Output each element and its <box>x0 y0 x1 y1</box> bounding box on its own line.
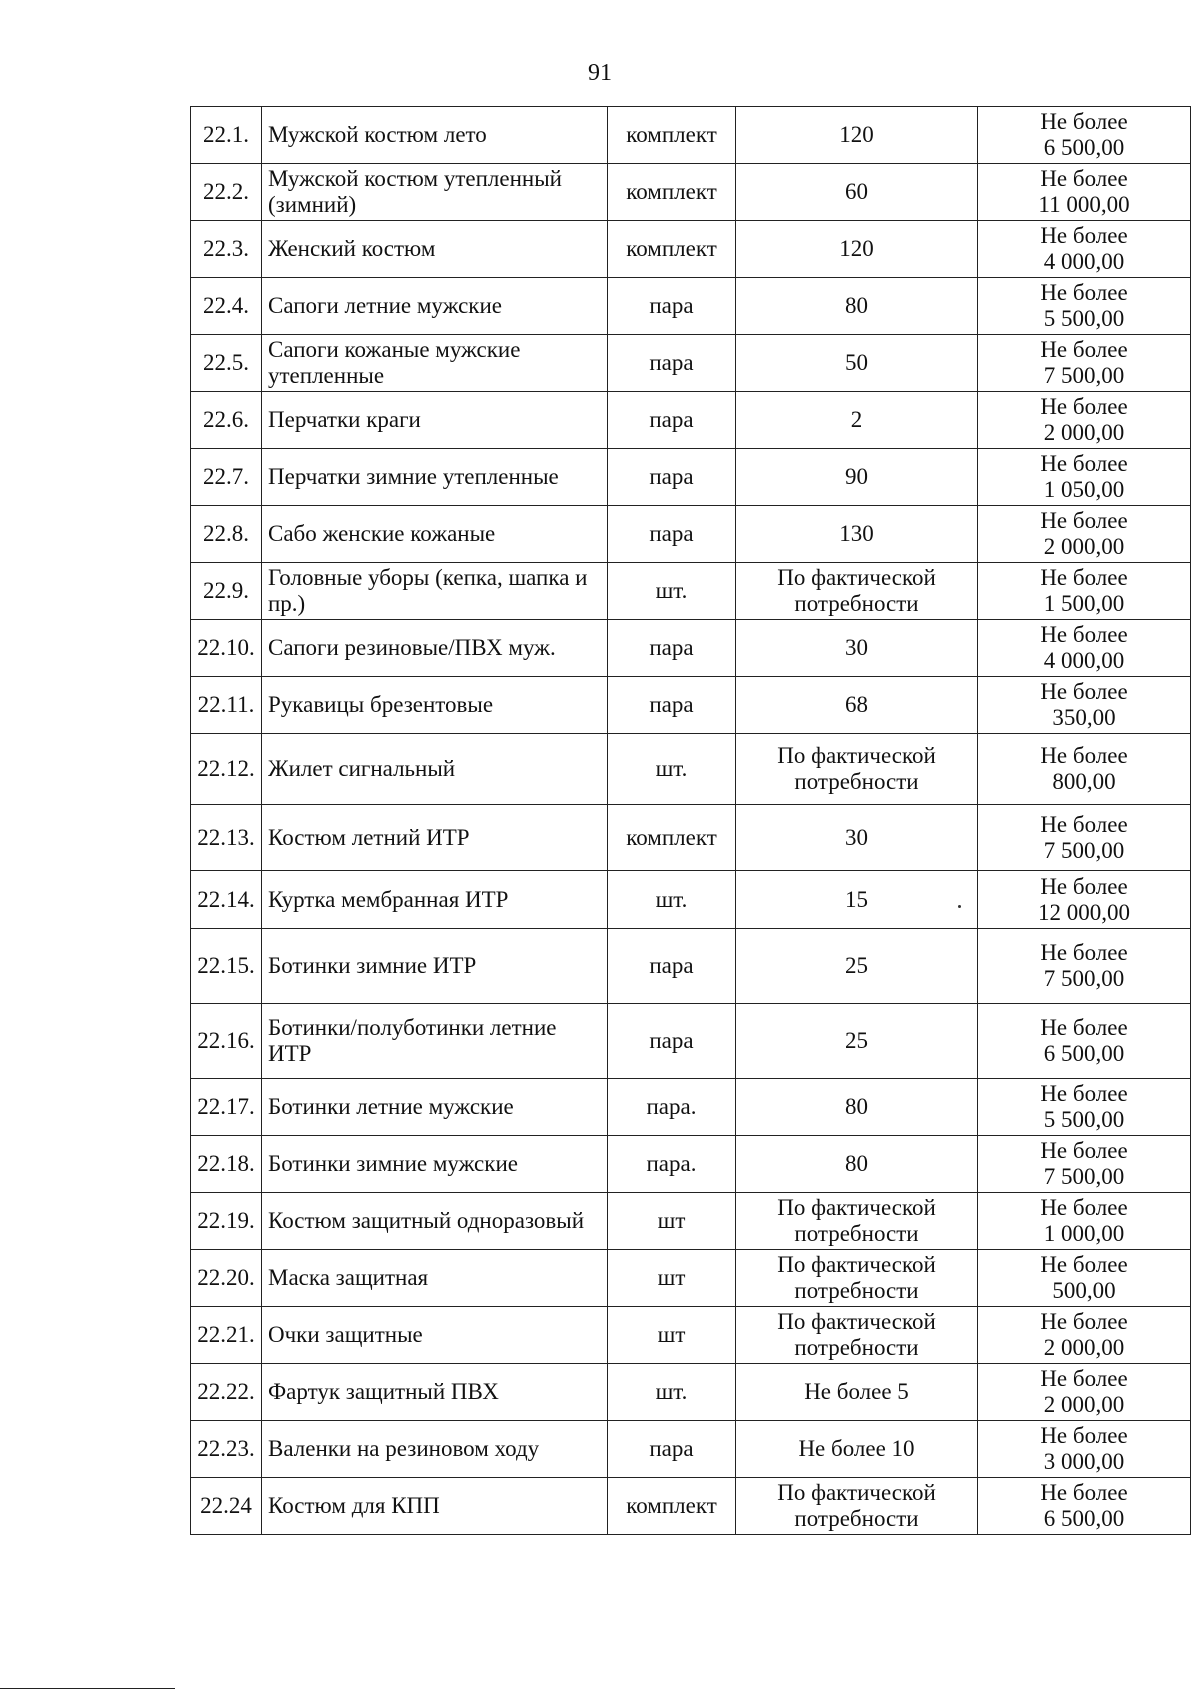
row-number: 22.19. <box>191 1193 262 1250</box>
item-quantity: 60 <box>736 164 978 221</box>
item-unit: пара <box>608 620 736 677</box>
item-quantity: По фактической потребности <box>736 1250 978 1307</box>
price-label: Не более <box>1040 1366 1128 1392</box>
price-label: Не более <box>1040 940 1128 966</box>
price-value: 2 000,00 <box>1043 1335 1125 1360</box>
table-row <box>191 1136 1191 1193</box>
item-quantity: По фактической потребности <box>736 734 978 805</box>
row-number: 22.10. <box>191 620 262 677</box>
item-quantity: 25 <box>736 929 978 1004</box>
item-unit: шт <box>608 1307 736 1364</box>
row-number: 22.7. <box>191 449 262 506</box>
item-unit: шт. <box>608 563 736 620</box>
item-unit: пара. <box>608 1136 736 1193</box>
item-price <box>978 734 1191 805</box>
price-label: Не более <box>1040 1081 1128 1107</box>
item-quantity: 130 <box>736 506 978 563</box>
item-name: Очки защитные <box>262 1307 608 1364</box>
price-label: Не более <box>1040 743 1128 769</box>
item-price <box>978 563 1191 620</box>
row-number: 22.22. <box>191 1364 262 1421</box>
price-label: Не более <box>1040 622 1128 648</box>
item-unit: шт. <box>608 871 736 929</box>
item-name: Мужской костюм утепленный (зимний) <box>262 164 608 221</box>
item-unit: пара <box>608 449 736 506</box>
item-quantity: 80 <box>736 1079 978 1136</box>
item-unit: комплект <box>608 221 736 278</box>
item-unit: пара <box>608 1421 736 1478</box>
row-number: 22.24 <box>191 1478 262 1535</box>
scan-speck <box>958 905 961 908</box>
row-number: 22.4. <box>191 278 262 335</box>
item-price <box>978 107 1191 164</box>
item-quantity: По фактической потребности <box>736 563 978 620</box>
row-number: 22.2. <box>191 164 262 221</box>
row-number: 22.23. <box>191 1421 262 1478</box>
item-unit: шт <box>608 1193 736 1250</box>
price-label: Не более <box>1040 1015 1128 1041</box>
item-unit: пара <box>608 929 736 1004</box>
item-name: Головные уборы (кепка, шапка и пр.) <box>262 563 608 620</box>
table-row <box>191 563 1191 620</box>
price-value: 4 000,00 <box>1043 249 1125 274</box>
item-name: Перчатки зимние утепленные <box>262 449 608 506</box>
price-value: 5 500,00 <box>1043 306 1125 331</box>
item-name: Ботинки зимние мужские <box>262 1136 608 1193</box>
item-name: Женский костюм <box>262 221 608 278</box>
price-value: 3 000,00 <box>1043 1449 1125 1474</box>
item-unit: шт. <box>608 734 736 805</box>
item-quantity: По фактической потребности <box>736 1193 978 1250</box>
item-name: Костюм защитный одноразовый <box>262 1193 608 1250</box>
item-unit: пара <box>608 335 736 392</box>
table-row <box>191 164 1191 221</box>
row-number: 22.21. <box>191 1307 262 1364</box>
item-unit: комплект <box>608 805 736 871</box>
item-quantity: По фактической потребности <box>736 1307 978 1364</box>
price-value: 7 500,00 <box>1043 363 1125 388</box>
price-label: Не более <box>1040 166 1128 192</box>
page-number: 91 <box>588 60 612 86</box>
price-label: Не более <box>1040 508 1128 534</box>
price-label: Не более <box>1040 811 1128 837</box>
price-label: Не более <box>1040 109 1128 135</box>
item-name: Сабо женские кожаные <box>262 506 608 563</box>
item-unit: комплект <box>608 164 736 221</box>
row-number: 22.3. <box>191 221 262 278</box>
row-number: 22.14. <box>191 871 262 929</box>
price-label: Не более <box>1040 565 1128 591</box>
item-name: Перчатки краги <box>262 392 608 449</box>
row-number: 22.12. <box>191 734 262 805</box>
table-row <box>191 1193 1191 1250</box>
price-value: 2 000,00 <box>1043 1392 1125 1417</box>
item-price <box>978 1079 1191 1136</box>
price-value: 12 000,00 <box>1038 899 1130 925</box>
item-price <box>978 677 1191 734</box>
row-number: 22.15. <box>191 929 262 1004</box>
row-number: 22.6. <box>191 392 262 449</box>
item-name: Мужской костюм лето <box>262 107 608 164</box>
price-label: Не более <box>1040 1423 1128 1449</box>
item-name: Куртка мембранная ИТР <box>262 871 608 929</box>
item-price <box>978 164 1191 221</box>
item-name: Сапоги летние мужские <box>262 278 608 335</box>
item-price <box>978 1307 1191 1364</box>
item-price <box>978 1478 1191 1535</box>
item-name: Ботинки/полуботинки летние ИТР <box>262 1004 608 1079</box>
item-quantity: 80 <box>736 1136 978 1193</box>
table-row <box>191 107 1191 164</box>
item-price <box>978 392 1191 449</box>
item-price <box>978 221 1191 278</box>
item-unit: пара <box>608 677 736 734</box>
item-quantity: 120 <box>736 221 978 278</box>
price-value: 7 500,00 <box>1043 837 1125 863</box>
price-label: Не более <box>1040 1309 1128 1335</box>
item-quantity: 80 <box>736 278 978 335</box>
price-label: Не более <box>1040 394 1128 420</box>
price-label: Не более <box>1040 337 1128 363</box>
item-price <box>978 620 1191 677</box>
table-row <box>191 335 1191 392</box>
price-label: Не более <box>1040 451 1128 477</box>
price-label: Не более <box>1040 280 1128 306</box>
item-quantity: 50 <box>736 335 978 392</box>
items-table <box>190 106 1191 1535</box>
table-row <box>191 1079 1191 1136</box>
price-label: Не более <box>1040 1138 1128 1164</box>
table-row <box>191 1421 1191 1478</box>
item-quantity: 90 <box>736 449 978 506</box>
item-unit: пара. <box>608 1079 736 1136</box>
price-value: 1 500,00 <box>1043 591 1125 616</box>
row-number: 22.13. <box>191 805 262 871</box>
price-value: 6 500,00 <box>1043 1506 1125 1531</box>
price-value: 350,00 <box>1052 705 1116 730</box>
item-quantity: 2 <box>736 392 978 449</box>
table-row <box>191 1307 1191 1364</box>
item-price <box>978 805 1191 871</box>
item-quantity: 25 <box>736 1004 978 1079</box>
item-quantity: 15 <box>736 871 978 929</box>
item-price <box>978 278 1191 335</box>
table-row <box>191 392 1191 449</box>
item-name: Валенки на резиновом ходу <box>262 1421 608 1478</box>
price-label: Не более <box>1040 873 1128 899</box>
table-row <box>191 871 1191 929</box>
table-row <box>191 677 1191 734</box>
table-row <box>191 278 1191 335</box>
row-number: 22.17. <box>191 1079 262 1136</box>
item-price <box>978 1136 1191 1193</box>
item-name: Костюм для КПП <box>262 1478 608 1535</box>
table-row <box>191 1364 1191 1421</box>
item-name: Сапоги кожаные мужские утепленные <box>262 335 608 392</box>
row-number: 22.8. <box>191 506 262 563</box>
item-price <box>978 929 1191 1004</box>
item-unit: комплект <box>608 1478 736 1535</box>
item-name: Фартук защитный ПВХ <box>262 1364 608 1421</box>
item-price <box>978 1004 1191 1079</box>
table-row <box>191 221 1191 278</box>
item-name: Костюм летний ИТР <box>262 805 608 871</box>
item-price <box>978 1250 1191 1307</box>
item-name: Сапоги резиновые/ПВХ муж. <box>262 620 608 677</box>
price-label: Не более <box>1040 223 1128 249</box>
item-unit: шт. <box>608 1364 736 1421</box>
price-value: 2 000,00 <box>1043 534 1125 559</box>
item-price <box>978 1421 1191 1478</box>
item-name: Ботинки летние мужские <box>262 1079 608 1136</box>
item-unit: пара <box>608 392 736 449</box>
price-value: 11 000,00 <box>1038 192 1130 217</box>
table-row <box>191 734 1191 805</box>
price-value: 800,00 <box>1052 769 1116 794</box>
price-value: 7 500,00 <box>1043 1164 1125 1189</box>
price-label: Не более <box>1040 1195 1128 1221</box>
table-row <box>191 1250 1191 1307</box>
item-quantity: 120 <box>736 107 978 164</box>
row-number: 22.1. <box>191 107 262 164</box>
price-value: 6 500,00 <box>1043 1041 1125 1066</box>
item-name: Маска защитная <box>262 1250 608 1307</box>
item-unit: пара <box>608 278 736 335</box>
price-value: 2 000,00 <box>1043 420 1125 445</box>
price-value: 5 500,00 <box>1043 1107 1125 1132</box>
item-price <box>978 1364 1191 1421</box>
table-row <box>191 929 1191 1004</box>
table-row <box>191 805 1191 871</box>
item-price <box>978 506 1191 563</box>
item-quantity: Не более 5 <box>736 1364 978 1421</box>
item-name: Жилет сигнальный <box>262 734 608 805</box>
row-number: 22.9. <box>191 563 262 620</box>
item-unit: пара <box>608 506 736 563</box>
table-row <box>191 1004 1191 1079</box>
row-number: 22.5. <box>191 335 262 392</box>
price-value: 4 000,00 <box>1043 648 1125 673</box>
item-unit: пара <box>608 1004 736 1079</box>
item-quantity: По фактической потребности <box>736 1478 978 1535</box>
item-quantity: Не более 10 <box>736 1421 978 1478</box>
row-number: 22.16. <box>191 1004 262 1079</box>
price-label: Не более <box>1040 1480 1128 1506</box>
table-row <box>191 449 1191 506</box>
price-value: 500,00 <box>1052 1278 1116 1303</box>
item-quantity: 68 <box>736 677 978 734</box>
price-label: Не более <box>1040 1252 1128 1278</box>
item-unit: шт <box>608 1250 736 1307</box>
item-quantity: 30 <box>736 805 978 871</box>
table-row <box>191 506 1191 563</box>
item-unit: комплект <box>608 107 736 164</box>
item-price <box>978 1193 1191 1250</box>
item-name: Ботинки зимние ИТР <box>262 929 608 1004</box>
item-price <box>978 335 1191 392</box>
item-price <box>978 871 1191 929</box>
item-name: Рукавицы брезентовые <box>262 677 608 734</box>
item-price <box>978 449 1191 506</box>
price-value: 6 500,00 <box>1043 135 1125 160</box>
row-number: 22.20. <box>191 1250 262 1307</box>
table-row <box>191 1478 1191 1535</box>
price-value: 7 500,00 <box>1043 966 1125 991</box>
item-quantity: 30 <box>736 620 978 677</box>
price-value: 1 000,00 <box>1043 1221 1125 1246</box>
price-label: Не более <box>1040 679 1128 705</box>
row-number: 22.11. <box>191 677 262 734</box>
price-value: 1 050,00 <box>1043 477 1125 502</box>
row-number: 22.18. <box>191 1136 262 1193</box>
table-row <box>191 620 1191 677</box>
